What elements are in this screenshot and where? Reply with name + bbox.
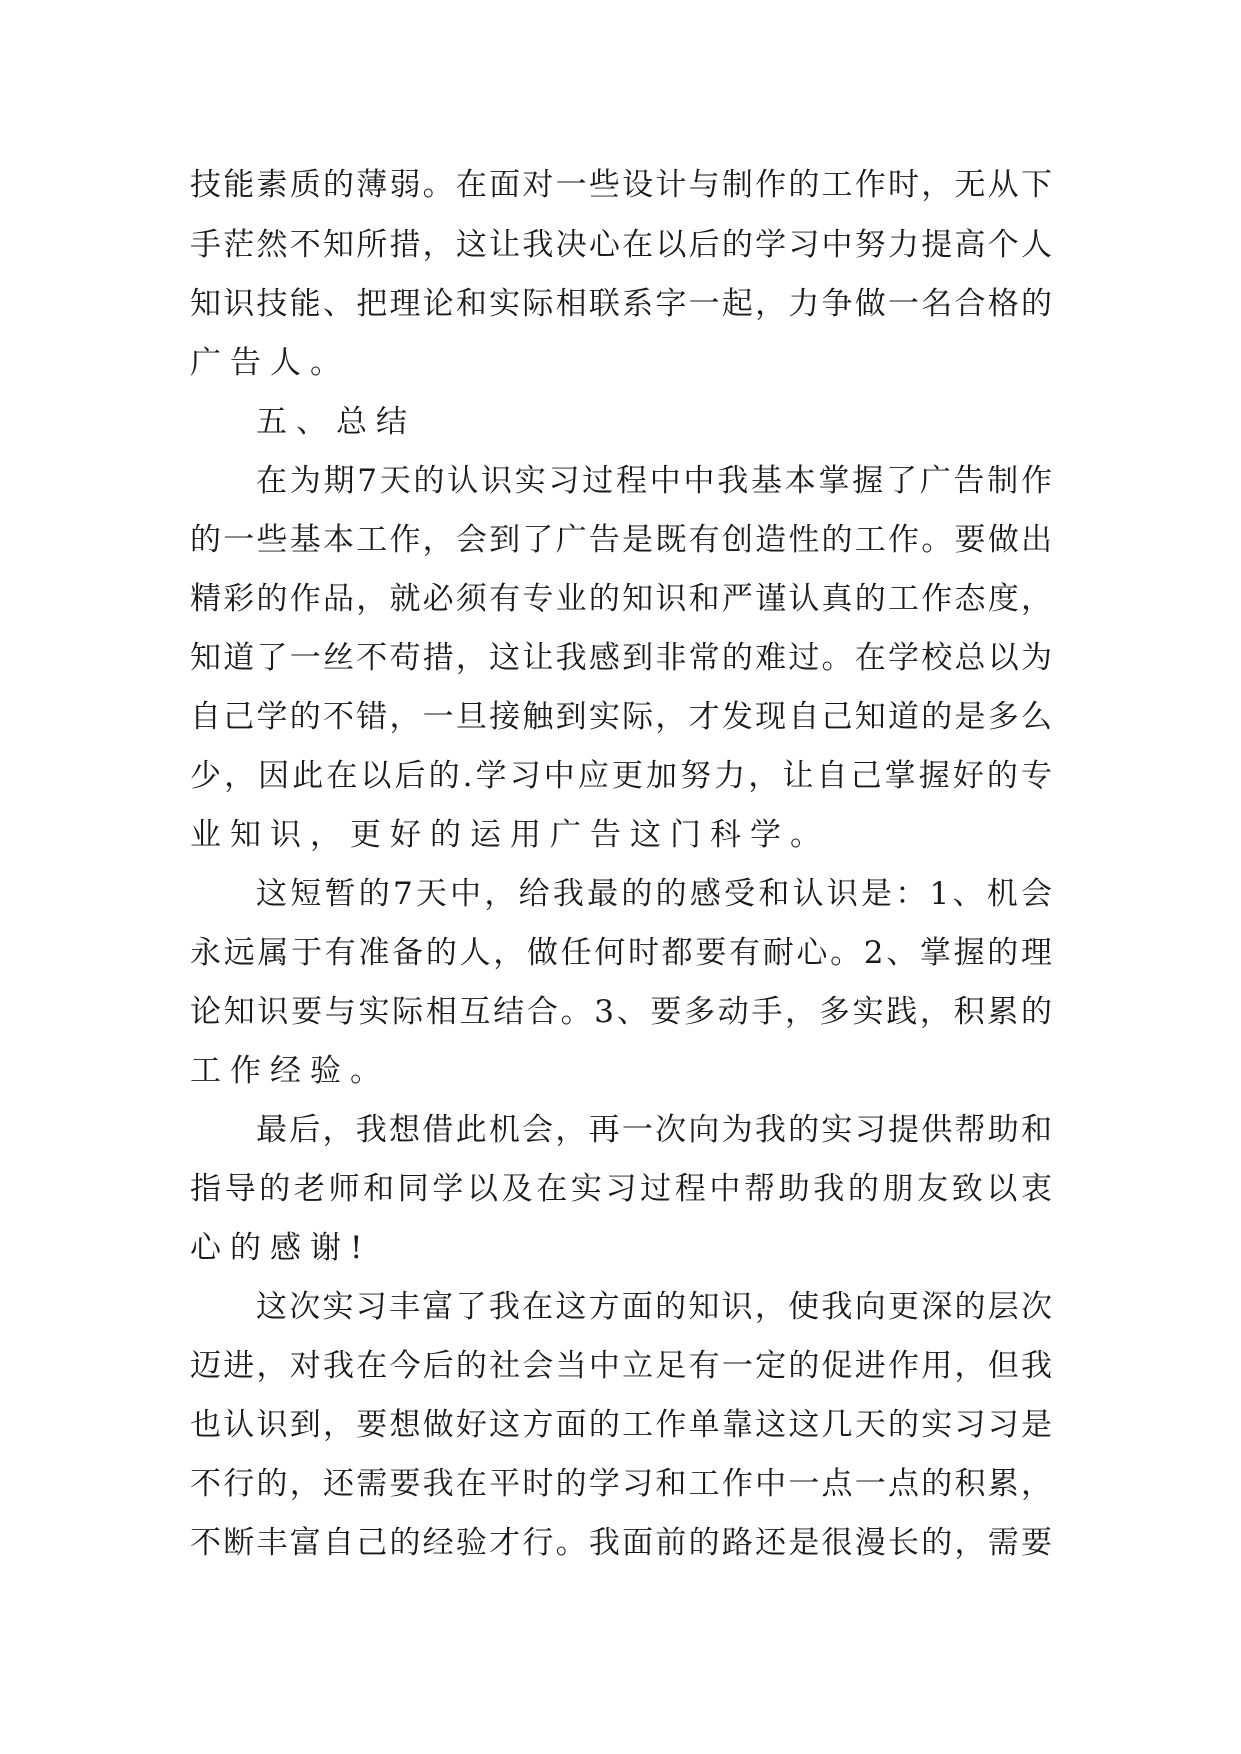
text-line: 不断丰富自己的经验才行。我面前的路还是很漫长的，需要	[190, 1525, 1052, 1561]
text-line: 心的感谢!	[190, 1230, 372, 1266]
text-line: 手茫然不知所措，这让我决心在以后的学习中努力提高个人	[190, 227, 1052, 263]
text-line: 技能素质的薄弱。在面对一些设计与制作的工作时，无从下	[190, 167, 1052, 203]
text-line: 迈进，对我在今后的社会当中立足有一定的促进作用，但我	[190, 1348, 1052, 1384]
text-line: 精彩的作品，就必须有专业的知识和严谨认真的工作态度，	[190, 581, 1052, 617]
text-line: 广告人。	[190, 345, 350, 381]
text-line: 这次实习丰富了我在这方面的知识，使我向更深的层次	[256, 1289, 1052, 1325]
text-line: 也认识到，要想做好这方面的工作单靠这这几天的实习习是	[190, 1407, 1052, 1443]
text-line: 在为期7天的认识实习过程中中我基本掌握了广告制作	[256, 463, 1052, 499]
text-line: 永远属于有准备的人，做任何时都要有耐心。2、掌握的理	[190, 935, 1052, 971]
text-line: 业知识，更好的运用广告这门科学。	[190, 817, 830, 853]
text-line: 自己学的不错，一旦接触到实际，才发现自己知道的是多么	[190, 699, 1052, 735]
text-line: 知识技能、把理论和实际相联系字一起，力争做一名合格的	[190, 286, 1052, 322]
section-heading: 五、总结	[256, 404, 416, 440]
text-line: 指导的老师和同学以及在实习过程中帮助我的朋友致以衷	[190, 1171, 1052, 1207]
text-line: 知道了一丝不苟措，这让我感到非常的难过。在学校总以为	[190, 640, 1052, 676]
text-line: 最后，我想借此机会，再一次向为我的实习提供帮助和	[256, 1112, 1052, 1148]
text-line: 这短暂的7天中，给我最的的感受和认识是：1、机会	[256, 876, 1052, 912]
text-line: 论知识要与实际相互结合。3、要多动手，多实践，积累的	[190, 994, 1052, 1030]
text-line: 少，因此在以后的.学习中应更加努力，让自己掌握好的专	[190, 758, 1052, 794]
text-line: 不行的，还需要我在平时的学习和工作中一点一点的积累，	[190, 1466, 1052, 1502]
text-line: 的一些基本工作，会到了广告是既有创造性的工作。要做出	[190, 522, 1052, 558]
text-line: 工作经验。	[190, 1053, 390, 1089]
